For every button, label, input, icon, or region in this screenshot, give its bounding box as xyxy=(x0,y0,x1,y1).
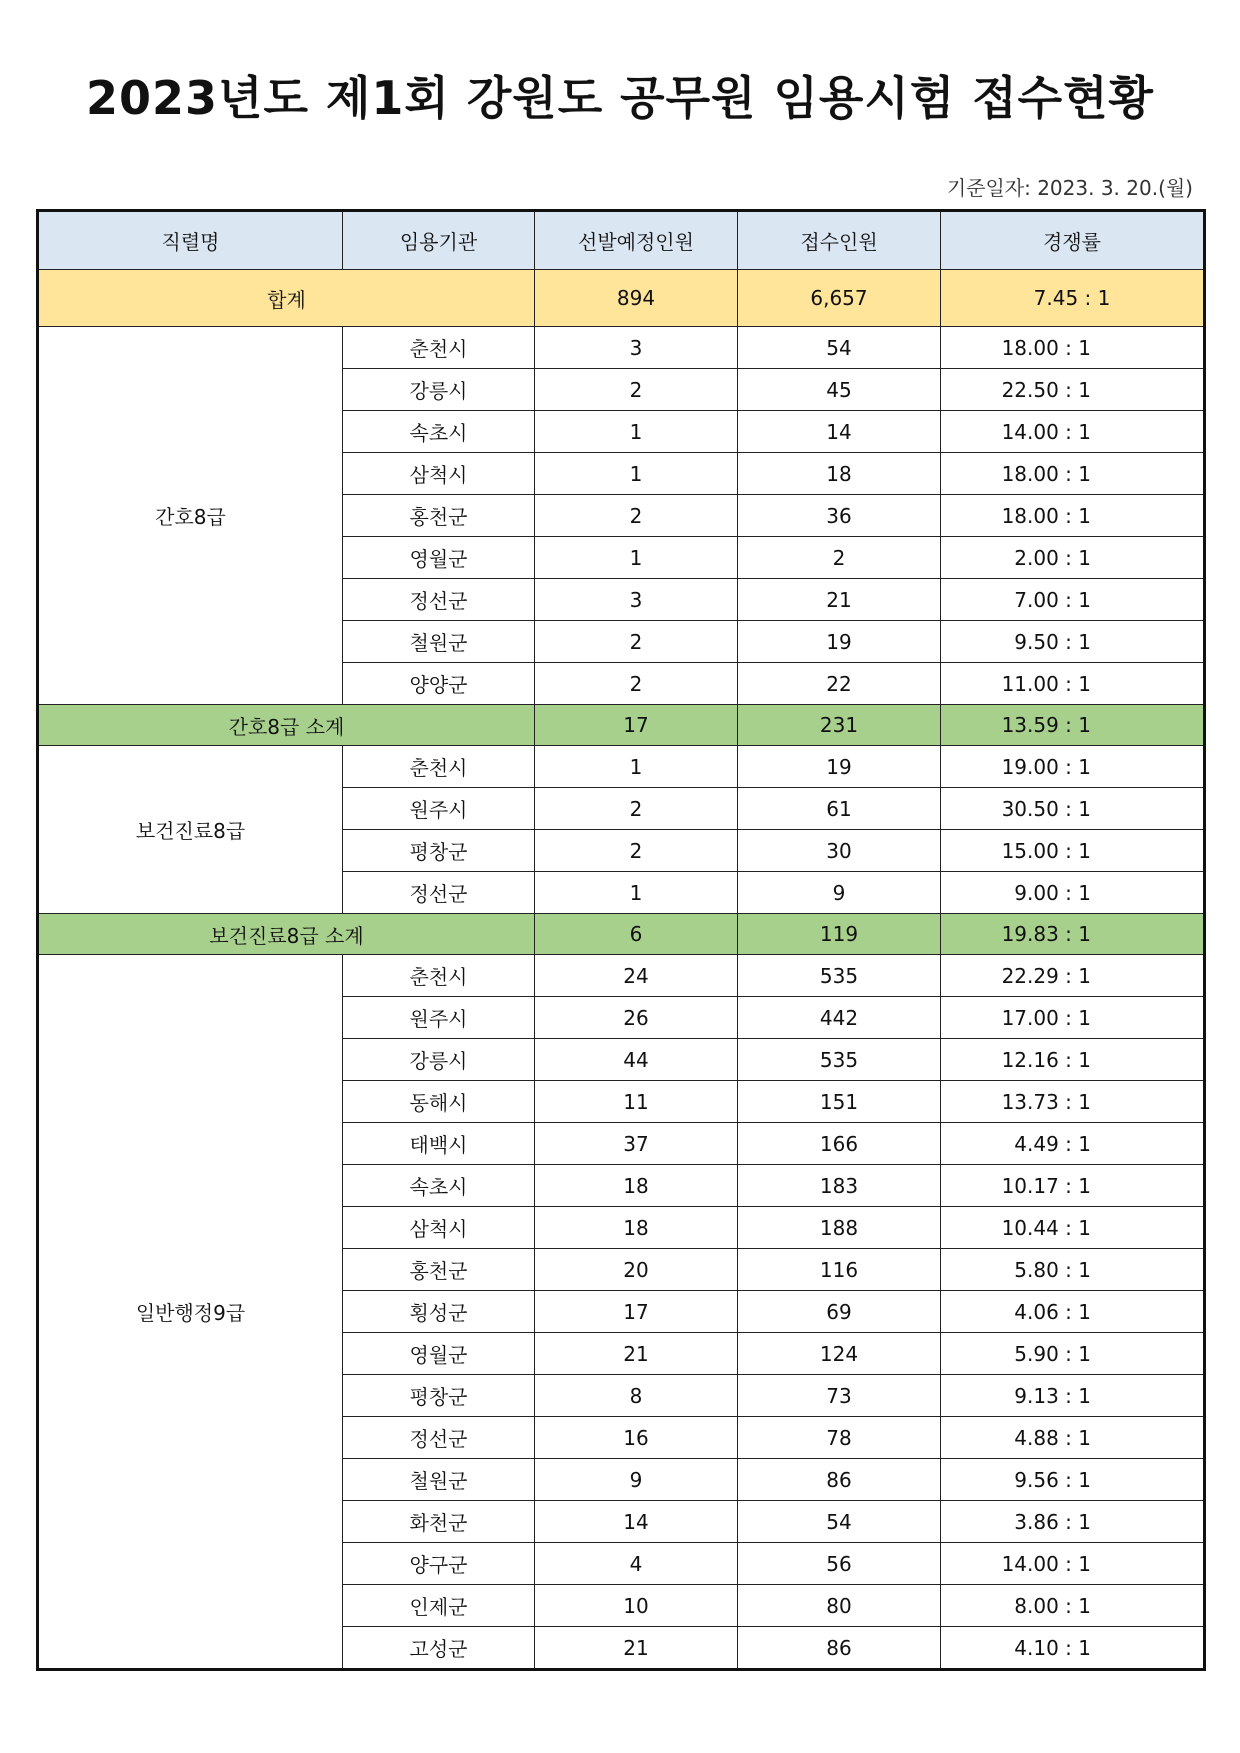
applied-cell: 124 xyxy=(738,1333,941,1375)
header-planned: 선발예정인원 xyxy=(535,211,738,270)
agency-cell: 평창군 xyxy=(343,830,535,872)
applied-cell: 86 xyxy=(738,1627,941,1670)
ratio-cell: 15.00 : 1 xyxy=(941,830,1205,872)
planned-cell: 8 xyxy=(535,1375,738,1417)
planned-cell: 21 xyxy=(535,1627,738,1670)
header-row xyxy=(38,211,1205,270)
applied-cell: 45 xyxy=(738,369,941,411)
ratio-cell: 30.50 : 1 xyxy=(941,788,1205,830)
agency-cell: 홍천군 xyxy=(343,495,535,537)
total-ratio: 7.45 : 1 xyxy=(941,270,1205,327)
agency-cell: 춘천시 xyxy=(343,746,535,788)
ratio-cell: 4.88 : 1 xyxy=(941,1417,1205,1459)
ratio-cell: 3.86 : 1 xyxy=(941,1501,1205,1543)
agency-cell: 인제군 xyxy=(343,1585,535,1627)
registration-table xyxy=(36,209,1206,1671)
job-series-label: 간호8급 xyxy=(38,327,343,705)
subtotal-label: 보건진료8급 소계 xyxy=(38,914,535,955)
ratio-cell: 19.00 : 1 xyxy=(941,746,1205,788)
applied-cell: 86 xyxy=(738,1459,941,1501)
agency-cell: 평창군 xyxy=(343,1375,535,1417)
planned-cell: 1 xyxy=(535,411,738,453)
agency-cell: 강릉시 xyxy=(343,369,535,411)
agency-cell: 춘천시 xyxy=(343,955,535,997)
header-job-series: 직렬명 xyxy=(38,211,343,270)
job-series-label: 일반행정9급 xyxy=(38,955,343,1670)
applied-cell: 36 xyxy=(738,495,941,537)
planned-cell: 9 xyxy=(535,1459,738,1501)
agency-cell: 철원군 xyxy=(343,621,535,663)
applied-cell: 188 xyxy=(738,1207,941,1249)
applied-cell: 73 xyxy=(738,1375,941,1417)
ratio-cell: 9.00 : 1 xyxy=(941,872,1205,914)
applied-cell: 22 xyxy=(738,663,941,705)
agency-cell: 동해시 xyxy=(343,1081,535,1123)
planned-cell: 4 xyxy=(535,1543,738,1585)
ratio-cell: 18.00 : 1 xyxy=(941,327,1205,369)
ratio-cell: 4.06 : 1 xyxy=(941,1291,1205,1333)
header-ratio: 경쟁률 xyxy=(941,211,1205,270)
agency-cell: 양양군 xyxy=(343,663,535,705)
agency-cell: 양구군 xyxy=(343,1543,535,1585)
agency-cell: 횡성군 xyxy=(343,1291,535,1333)
applied-cell: 80 xyxy=(738,1585,941,1627)
planned-cell: 2 xyxy=(535,495,738,537)
ratio-cell: 22.29 : 1 xyxy=(941,955,1205,997)
applied-cell: 9 xyxy=(738,872,941,914)
planned-cell: 2 xyxy=(535,663,738,705)
ratio-cell: 9.13 : 1 xyxy=(941,1375,1205,1417)
ratio-cell: 4.10 : 1 xyxy=(941,1627,1205,1670)
planned-cell: 44 xyxy=(535,1039,738,1081)
table-row xyxy=(38,746,1205,788)
applied-cell: 442 xyxy=(738,997,941,1039)
planned-cell: 1 xyxy=(535,537,738,579)
ratio-cell: 12.16 : 1 xyxy=(941,1039,1205,1081)
planned-cell: 16 xyxy=(535,1417,738,1459)
ratio-cell: 9.50 : 1 xyxy=(941,621,1205,663)
applied-cell: 78 xyxy=(738,1417,941,1459)
applied-cell: 61 xyxy=(738,788,941,830)
ratio-cell: 10.44 : 1 xyxy=(941,1207,1205,1249)
subtotal-row xyxy=(38,705,1205,746)
planned-cell: 1 xyxy=(535,746,738,788)
planned-cell: 3 xyxy=(535,579,738,621)
subtotal-planned: 17 xyxy=(535,705,738,746)
planned-cell: 37 xyxy=(535,1123,738,1165)
ratio-cell: 14.00 : 1 xyxy=(941,411,1205,453)
header-applied: 접수인원 xyxy=(738,211,941,270)
table-row xyxy=(38,327,1205,369)
agency-cell: 영월군 xyxy=(343,1333,535,1375)
applied-cell: 183 xyxy=(738,1165,941,1207)
agency-cell: 태백시 xyxy=(343,1123,535,1165)
applied-cell: 19 xyxy=(738,746,941,788)
agency-cell: 삼척시 xyxy=(343,453,535,495)
ratio-cell: 17.00 : 1 xyxy=(941,997,1205,1039)
subtotal-planned: 6 xyxy=(535,914,738,955)
subtotal-row xyxy=(38,914,1205,955)
planned-cell: 10 xyxy=(535,1585,738,1627)
subtotal-ratio: 13.59 : 1 xyxy=(941,705,1205,746)
planned-cell: 2 xyxy=(535,788,738,830)
planned-cell: 18 xyxy=(535,1207,738,1249)
header-agency: 임용기관 xyxy=(343,211,535,270)
applied-cell: 151 xyxy=(738,1081,941,1123)
agency-cell: 속초시 xyxy=(343,411,535,453)
table-row xyxy=(38,955,1205,997)
applied-cell: 21 xyxy=(738,579,941,621)
agency-cell: 철원군 xyxy=(343,1459,535,1501)
total-applied: 6,657 xyxy=(738,270,941,327)
agency-cell: 영월군 xyxy=(343,537,535,579)
page-title: 2023년도 제1회 강원도 공무원 임용시험 접수현황 xyxy=(86,71,1154,125)
agency-cell: 정선군 xyxy=(343,872,535,914)
subtotal-applied: 231 xyxy=(738,705,941,746)
ratio-cell: 5.90 : 1 xyxy=(941,1333,1205,1375)
planned-cell: 2 xyxy=(535,369,738,411)
agency-cell: 고성군 xyxy=(343,1627,535,1670)
total-label: 합계 xyxy=(38,270,535,327)
applied-cell: 54 xyxy=(738,327,941,369)
applied-cell: 535 xyxy=(738,1039,941,1081)
applied-cell: 56 xyxy=(738,1543,941,1585)
agency-cell: 정선군 xyxy=(343,1417,535,1459)
planned-cell: 26 xyxy=(535,997,738,1039)
planned-cell: 18 xyxy=(535,1165,738,1207)
ratio-cell: 4.49 : 1 xyxy=(941,1123,1205,1165)
applied-cell: 535 xyxy=(738,955,941,997)
planned-cell: 2 xyxy=(535,830,738,872)
total-planned: 894 xyxy=(535,270,738,327)
ratio-cell: 18.00 : 1 xyxy=(941,495,1205,537)
planned-cell: 14 xyxy=(535,1501,738,1543)
planned-cell: 21 xyxy=(535,1333,738,1375)
agency-cell: 정선군 xyxy=(343,579,535,621)
applied-cell: 69 xyxy=(738,1291,941,1333)
agency-cell: 화천군 xyxy=(343,1501,535,1543)
applied-cell: 19 xyxy=(738,621,941,663)
ratio-cell: 10.17 : 1 xyxy=(941,1165,1205,1207)
subtotal-label: 간호8급 소계 xyxy=(38,705,535,746)
planned-cell: 24 xyxy=(535,955,738,997)
agency-cell: 원주시 xyxy=(343,788,535,830)
ratio-cell: 14.00 : 1 xyxy=(941,1543,1205,1585)
applied-cell: 18 xyxy=(738,453,941,495)
subtotal-ratio: 19.83 : 1 xyxy=(941,914,1205,955)
planned-cell: 17 xyxy=(535,1291,738,1333)
planned-cell: 1 xyxy=(535,453,738,495)
planned-cell: 11 xyxy=(535,1081,738,1123)
planned-cell: 1 xyxy=(535,872,738,914)
ratio-cell: 8.00 : 1 xyxy=(941,1585,1205,1627)
agency-cell: 홍천군 xyxy=(343,1249,535,1291)
ratio-cell: 22.50 : 1 xyxy=(941,369,1205,411)
ratio-cell: 2.00 : 1 xyxy=(941,537,1205,579)
applied-cell: 116 xyxy=(738,1249,941,1291)
agency-cell: 원주시 xyxy=(343,997,535,1039)
applied-cell: 14 xyxy=(738,411,941,453)
ratio-cell: 13.73 : 1 xyxy=(941,1081,1205,1123)
ratio-cell: 18.00 : 1 xyxy=(941,453,1205,495)
ratio-cell: 5.80 : 1 xyxy=(941,1249,1205,1291)
applied-cell: 2 xyxy=(738,537,941,579)
applied-cell: 166 xyxy=(738,1123,941,1165)
planned-cell: 3 xyxy=(535,327,738,369)
applied-cell: 54 xyxy=(738,1501,941,1543)
reference-date: 기준일자: 2023. 3. 20.(월) xyxy=(946,176,1193,200)
planned-cell: 2 xyxy=(535,621,738,663)
total-row xyxy=(38,270,1205,327)
planned-cell: 20 xyxy=(535,1249,738,1291)
job-series-label: 보건진료8급 xyxy=(38,746,343,914)
agency-cell: 강릉시 xyxy=(343,1039,535,1081)
ratio-cell: 7.00 : 1 xyxy=(941,579,1205,621)
agency-cell: 춘천시 xyxy=(343,327,535,369)
agency-cell: 삼척시 xyxy=(343,1207,535,1249)
ratio-cell: 9.56 : 1 xyxy=(941,1459,1205,1501)
subtotal-applied: 119 xyxy=(738,914,941,955)
ratio-cell: 11.00 : 1 xyxy=(941,663,1205,705)
applied-cell: 30 xyxy=(738,830,941,872)
agency-cell: 속초시 xyxy=(343,1165,535,1207)
